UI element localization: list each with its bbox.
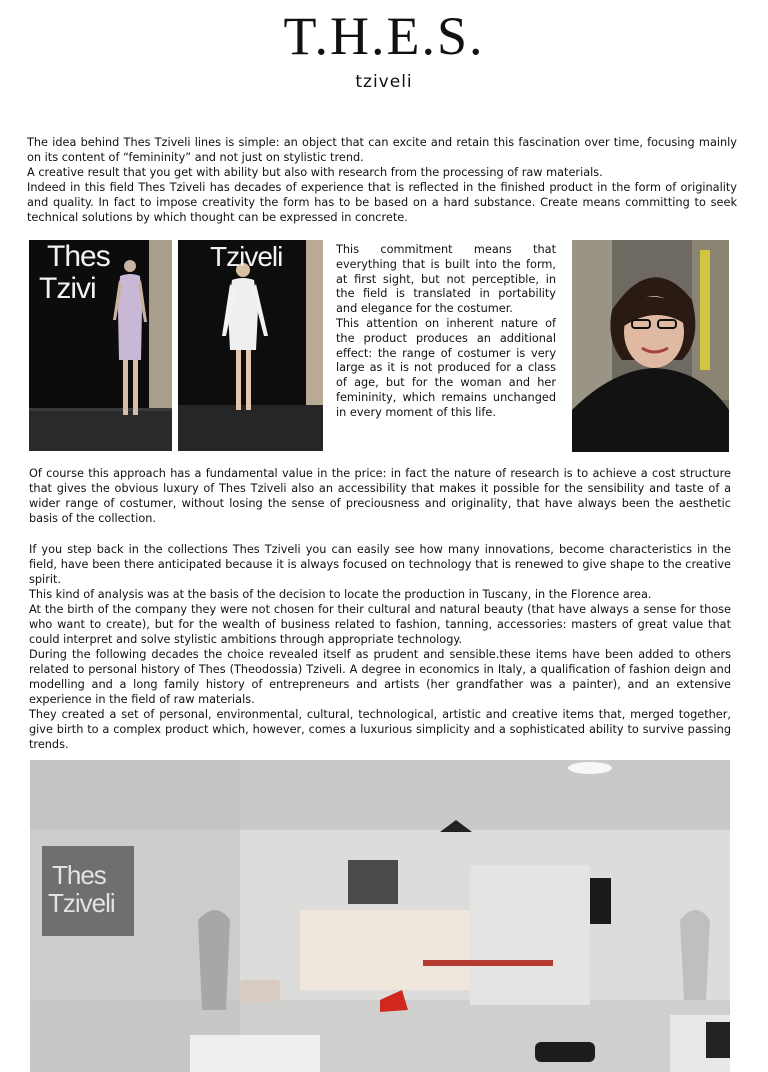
history-paragraph	[29, 542, 731, 752]
runway-photo-left	[29, 240, 172, 451]
showroom-photo	[30, 760, 730, 1072]
history-line-1: If you step back in the collections Thes Tziveli you can easily see how many innovations, become characteristics in the field, have been there anticipated because it is always focused on technology that is renewed to give shape to the creative spirit.	[29, 543, 731, 586]
intro-paragraph	[27, 135, 737, 225]
brand-title: T.H.E.S.	[283, 6, 485, 66]
runway-photo-right	[178, 240, 323, 451]
intro-line-1: The idea behind Thes Tziveli lines is simple: an object that can excite and retain this fascination over time, focusing mainly on its content of “femininity” and not just on stylistic trend.	[27, 136, 737, 164]
brand-subtitle: tziveli	[355, 72, 413, 92]
price-paragraph: Of course this approach has a fundamental value in the price: in fact the nature of research is to achieve a cost structure that gives the obvious luxury of Thes Tziveli also an accessibility that makes it possible for the sensibility and taste of a wider range of costumer, without losing the sense of preciousness and originality, that have always been the aesthetic basis of the collection.	[29, 467, 731, 525]
intro-line-2: A creative result that you get with ability but also with research from the processing of raw materials.	[27, 166, 603, 179]
portrait-photo	[572, 240, 729, 452]
history-line-2: This kind of analysis was at the basis of the decision to locate the production in Tuscany, in the Florence area.	[29, 588, 652, 601]
runway-left-caption-line-1: Thes	[47, 240, 110, 273]
showroom-caption-line-2: Tziveli	[48, 888, 115, 918]
runway-left-caption-line-2: Tzivi	[39, 272, 96, 305]
history-line-3: At the birth of the company they were not chosen for their cultural and natural beauty (that have always a sense for those who want to create), but for the wealth of business related to fashion, tanning, accessories: masters of great value that could interpret and solve stylistic ambitions through appropriate technology.	[29, 603, 731, 646]
intro-line-3: Indeed in this field Thes Tziveli has decades of experience that is reflected in the finished product in the form of originality and quality. In fact to impose creativity the form has to be based on a hard substance. Create means committing to seek technical solutions by which thought can be expressed in concrete.	[27, 181, 737, 224]
middle-paragraph-2: This attention on inherent nature of the product produces an additional effect: the range of costumer is very large as it is not produced for a class of age, but for the woman and her femininity, which remains unchanged in every moment of this life.	[336, 316, 556, 419]
middle-column-text	[336, 243, 556, 421]
middle-paragraph-1: This commitment means that everything that is built into the form, at first sight, but not perceptible, in the field is translated in portability and elegance for the costumer.	[336, 243, 556, 316]
history-line-4: During the following decades the choice revealed itself as prudent and sensible.these items have been added to others related to personal history of Thes (Theodossia) Tziveli. A degree in economics in Italy, a qualification of fashion deign and modelling and a long family history of entrepreneurs and artists (her grandfather was a painter), and an extensive experience in the field of raw materials.	[29, 648, 731, 706]
showroom-caption-line-1: Thes	[52, 860, 106, 890]
runway-right-caption: Tziveli	[210, 241, 283, 272]
history-line-5: They created a set of personal, environmental, cultural, technological, artistic and creative items that, merged together, give birth to a complex product which, however, comes a luxurious simplicity and a sophisticated ability to survive passing trends.	[29, 708, 731, 751]
